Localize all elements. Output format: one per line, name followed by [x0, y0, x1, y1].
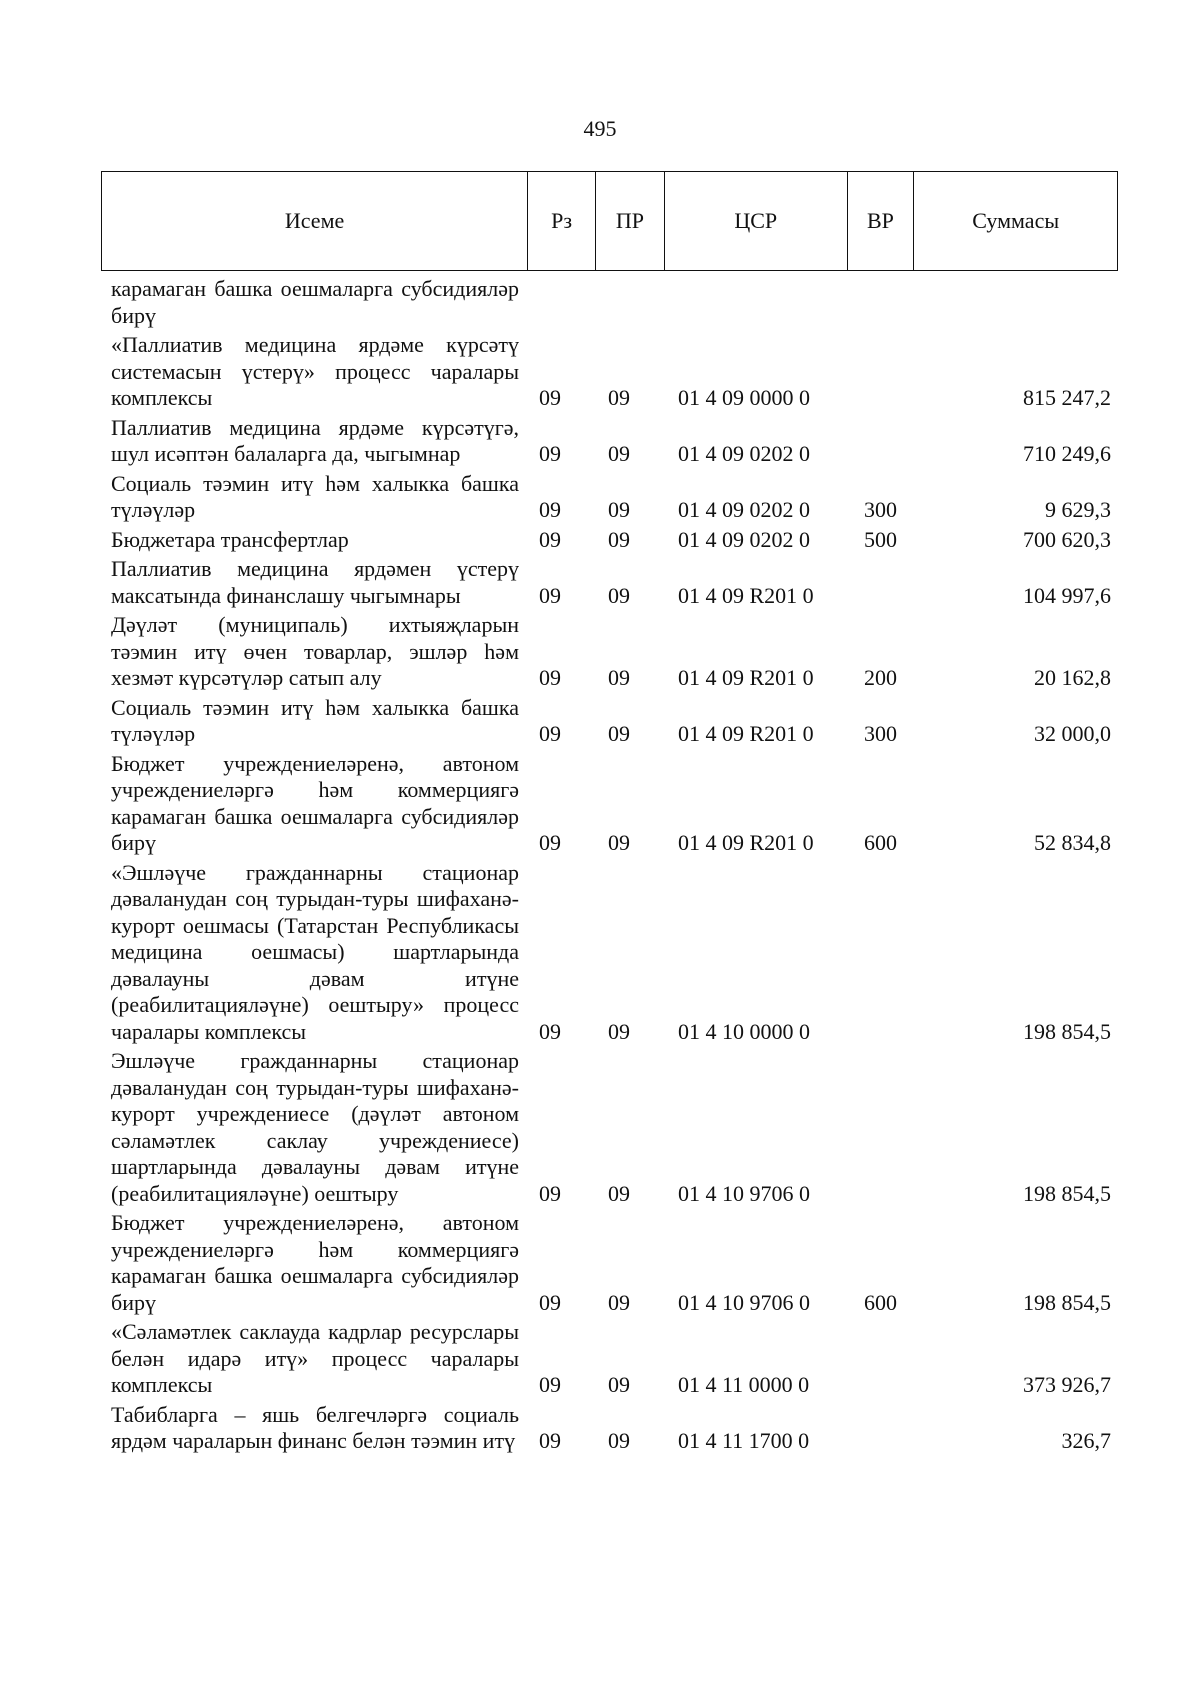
row-csr: 01 4 09 R201 0 [678, 830, 814, 855]
table-row [111, 612, 1111, 692]
row-name: «Паллиатив медицина ярдәме күрсәтү системасын үстерү» процесс чаралары комплексы [111, 332, 519, 410]
row-pr: 09 [608, 1180, 630, 1206]
row-pr: 09 [608, 665, 630, 690]
row-name: «Эшләүче гражданнарны стационар дәваланудан соң турыдан-туры шифаханә-курорт оешмасы (Татарстан Республикасы медицина оешмасы) шартларында дәвалауны дәвам итүне (реабилитацияләүне) оештыру» процесс чаралары комплексы [111, 859, 519, 1044]
header-name: Исеме [102, 172, 528, 270]
table-row [111, 1402, 1111, 1455]
row-sum: 52 834,8 [1034, 830, 1111, 855]
row-csr: 01 4 09 R201 0 [678, 665, 814, 690]
header-pr: ПР [596, 172, 665, 270]
row-rz: 09 [539, 526, 561, 552]
row-csr: 01 4 09 0202 0 [678, 441, 810, 466]
row-rz: 09 [539, 665, 561, 690]
row-name: Бюджет учреждениеләренә, автоном учреждениеләргә һәм коммерциягә карамаган башка оешмаларга субсидияләр бирү [111, 1210, 519, 1315]
row-rz: 09 [539, 582, 561, 608]
row-sum: 198 854,5 [1023, 1289, 1111, 1315]
row-name: Социаль тәэмин итү һәм халыкка башка түләүләр [111, 470, 519, 522]
row-rz: 09 [539, 1289, 561, 1315]
row-csr: 01 4 11 1700 0 [678, 1428, 810, 1453]
row-name: Бюджетара трансфертлар [111, 526, 349, 552]
row-pr: 09 [608, 1018, 630, 1044]
row-csr: 01 4 09 0000 0 [678, 385, 810, 410]
row-name: Дәүләт (муниципаль) ихтыяҗларын тәэмин итү өчен товарлар, эшләр һәм хезмәт күрсәтүләр сатып алу [111, 612, 519, 690]
table-row [111, 1319, 1111, 1399]
row-sum: 32 000,0 [1034, 721, 1111, 746]
row-name: Социаль тәэмин итү һәм халыкка башка түләүләр [111, 694, 519, 746]
table-row [111, 556, 1111, 609]
row-sum: 710 249,6 [1023, 441, 1111, 466]
row-name: Паллиатив медицина ярдәмен үстерү максатында финанслашу чыгымнары [111, 556, 519, 608]
row-vr: 500 [864, 526, 897, 552]
row-sum: 20 162,8 [1034, 665, 1111, 690]
row-pr: 09 [608, 441, 630, 466]
table-row [111, 751, 1111, 857]
table-row [111, 276, 1111, 329]
row-vr: 600 [864, 1289, 897, 1315]
row-csr: 01 4 10 9706 0 [678, 1180, 810, 1206]
header-csr: ЦСР [665, 172, 848, 270]
row-sum: 198 854,5 [1023, 1018, 1111, 1044]
row-rz: 09 [539, 830, 561, 855]
table-row [111, 695, 1111, 748]
row-pr: 09 [608, 721, 630, 746]
row-sum: 326,7 [1061, 1428, 1111, 1453]
header-sum: Суммасы [972, 208, 1060, 233]
row-pr: 09 [608, 1372, 630, 1397]
row-name: Бюджет учреждениеләренә, автоном учреждениеләргә һәм коммерциягә карамаган башка оешмаларга субсидияләр бирү [111, 750, 519, 855]
table-row [111, 415, 1111, 468]
row-pr: 09 [608, 1428, 630, 1453]
row-vr: 200 [864, 665, 897, 690]
row-pr: 09 [608, 526, 630, 552]
row-vr: 300 [864, 721, 897, 746]
row-pr: 09 [608, 385, 630, 410]
row-sum: 373 926,7 [1023, 1372, 1111, 1397]
table-row [111, 860, 1111, 1046]
row-rz: 09 [539, 497, 561, 522]
row-name: карамаган башка оешмаларга субсидияләр бирү [111, 276, 519, 328]
row-rz: 09 [539, 1428, 561, 1453]
row-rz: 09 [539, 1180, 561, 1206]
header-vr: ВР [848, 172, 915, 270]
row-name: «Сәламәтлек саклауда кадрлар ресурслары белән идарә итү» процесс чаралары комплексы [111, 1319, 519, 1397]
page-number: 495 [583, 116, 617, 141]
row-csr: 01 4 09 0202 0 [678, 497, 810, 522]
row-sum: 198 854,5 [1023, 1180, 1111, 1206]
row-rz: 09 [539, 1018, 561, 1044]
row-name: Эшләүче гражданнарны стационар дәваланудан соң турыдан-туры шифаханә-курорт учреждениесе (дәүләт автоном сәламәтлек саклау учреждениесе) шартларында дәвалауны дәвам итүне (реабилитацияләүне) оештыру [111, 1048, 519, 1206]
row-sum: 700 620,3 [1023, 526, 1111, 552]
table-header [101, 171, 1118, 271]
row-name: Паллиатив медицина ярдәме күрсәтүгә, шул исәптән балаларга да, чыгымнар [111, 414, 519, 466]
row-sum: 815 247,2 [1023, 385, 1111, 410]
row-rz: 09 [539, 441, 561, 466]
row-pr: 09 [608, 497, 630, 522]
row-vr: 600 [864, 830, 897, 855]
row-rz: 09 [539, 385, 561, 410]
row-rz: 09 [539, 721, 561, 746]
row-sum: 9 629,3 [1045, 497, 1111, 522]
table-row [111, 1210, 1111, 1316]
row-vr: 300 [864, 497, 897, 522]
row-csr: 01 4 10 0000 0 [678, 1018, 810, 1044]
table-row [111, 527, 1111, 554]
row-pr: 09 [608, 582, 630, 608]
row-rz: 09 [539, 1372, 561, 1397]
row-csr: 01 4 11 0000 0 [678, 1372, 810, 1397]
row-csr: 01 4 09 R201 0 [678, 582, 814, 608]
table-row [111, 471, 1111, 524]
row-csr: 01 4 09 0202 0 [678, 526, 810, 552]
row-sum: 104 997,6 [1023, 582, 1111, 608]
table-row [111, 332, 1111, 412]
row-pr: 09 [608, 1289, 630, 1315]
row-pr: 09 [608, 830, 630, 855]
row-name: Табибларга – яшь белгечләргә социаль ярдәм чараларын финанс белән тәэмин итү [111, 1401, 519, 1453]
row-csr: 01 4 10 9706 0 [678, 1289, 810, 1315]
row-csr: 01 4 09 R201 0 [678, 721, 814, 746]
table-body [111, 276, 1111, 1458]
table-row [111, 1048, 1111, 1207]
header-rz: Рз [528, 172, 596, 270]
